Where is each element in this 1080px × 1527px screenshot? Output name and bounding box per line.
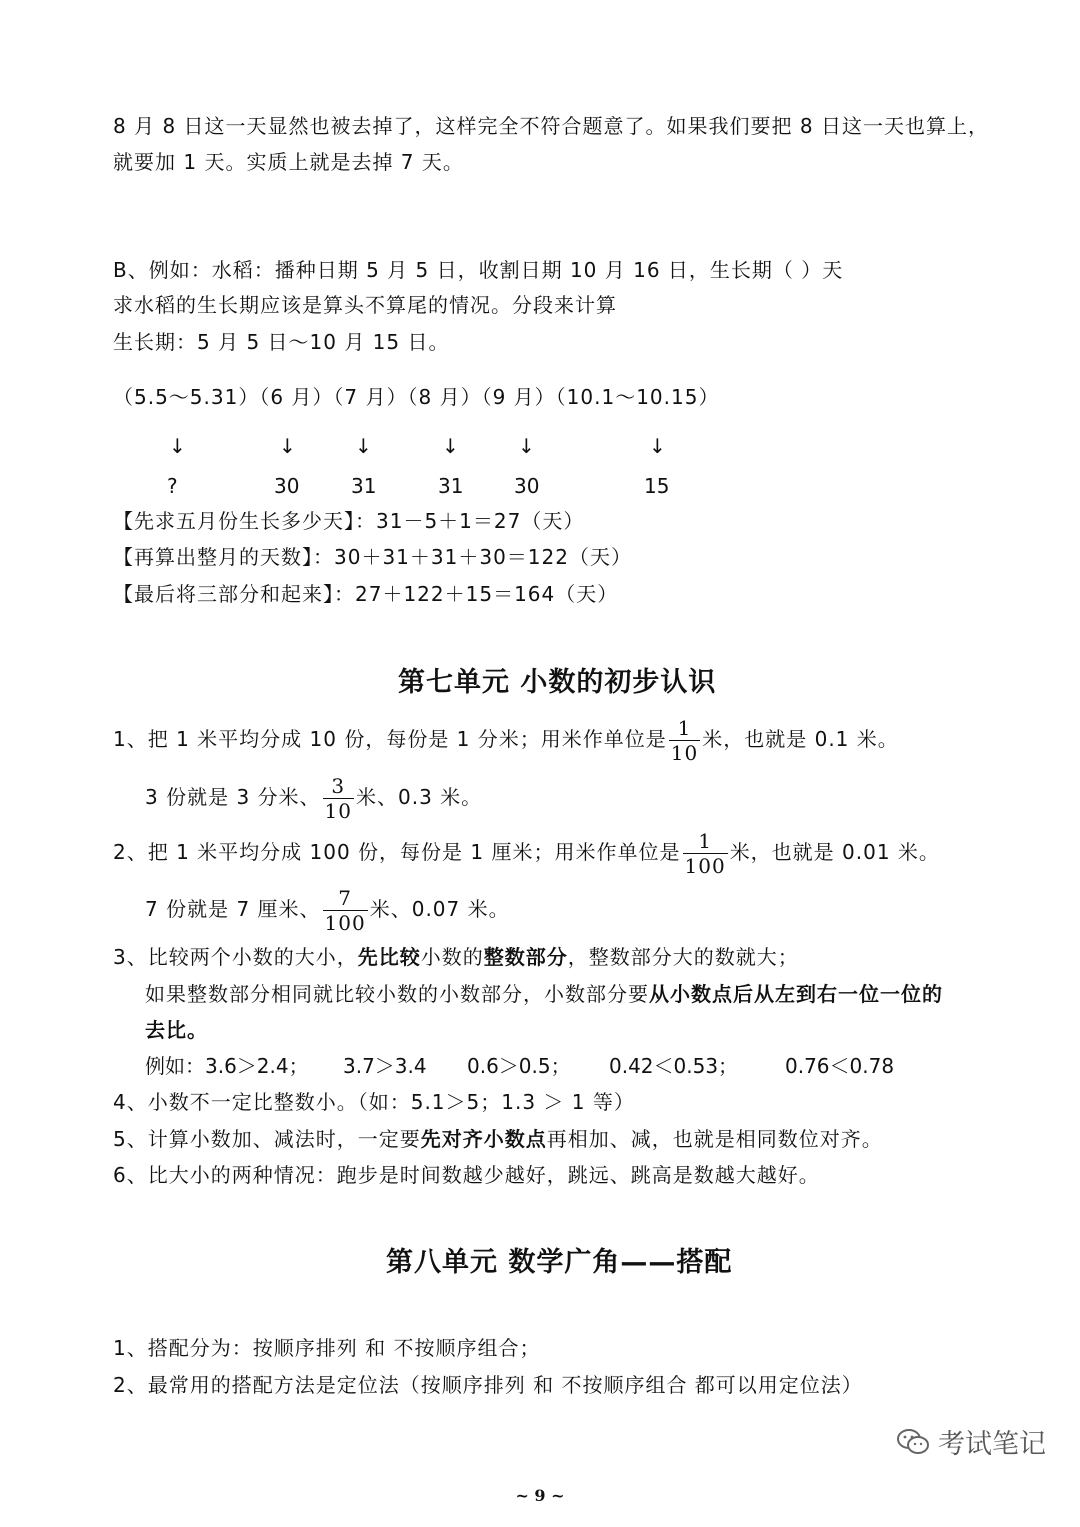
arrow-down-icon: ↓ <box>649 434 666 458</box>
fraction-3-10 <box>323 774 354 823</box>
point-3-bold: 整数部分 <box>483 945 568 969</box>
point-1-text: 1、把 1 米平均分成 10 份，每份是 1 分米；用米作单位是 <box>113 727 667 751</box>
fraction-1-10 <box>669 716 700 765</box>
count-october: 15 <box>644 474 670 498</box>
arrow-down-icon: ↓ <box>355 434 372 458</box>
unit7-point-2 <box>113 829 940 878</box>
unit7-title: 第七单元 小数的初步认识 <box>398 667 717 698</box>
example-b-line-1: B、例如：水稻：播种日期 5 月 5 日，收割日期 10 月 16 日，生长期（ ）天 <box>113 258 844 282</box>
fraction-numerator: 1 <box>683 829 728 854</box>
arrow-down-icon: ↓ <box>279 434 296 458</box>
wechat-icon <box>896 1428 930 1456</box>
example-compare-5: 0.76＜0.78 <box>785 1054 895 1078</box>
example-b-line-2: 求水稻的生长期应该是算头不算尾的情况。分段来计算 <box>113 293 617 317</box>
point-3-text: ，整数部分大的数就大； <box>567 945 799 969</box>
count-july: 31 <box>351 474 377 498</box>
unit7-point-6: 6、比大小的两种情况：跑步是时间数越少越好，跳远、跳高是数越大越好。 <box>113 1163 820 1187</box>
arrow-down-icon: ↓ <box>169 434 186 458</box>
watermark <box>896 1422 1046 1461</box>
point-3-bold: 先比较 <box>357 945 421 969</box>
watermark-text: 考试笔记 <box>938 1429 1046 1460</box>
point-2b-text: 7 份就是 7 厘米、 <box>145 897 321 921</box>
count-august: 31 <box>438 474 464 498</box>
point-3b-text: 如果整数部分相同就比较小数的小数部分，小数部分要 <box>145 982 649 1006</box>
unit7-point-5 <box>113 1125 883 1153</box>
count-june: 30 <box>274 474 300 498</box>
example-compare-3: 0.6＞0.5； <box>467 1054 571 1078</box>
intro-line-1: 8 月 8 日这一天显然也被去掉了，这样完全不符合题意了。如果我们要把 8 日这一天也算上， <box>113 114 989 138</box>
fraction-denominator: 10 <box>670 741 699 765</box>
point-5-text: 再相加、减，也就是相同数位对齐。 <box>546 1127 883 1151</box>
intro-line-2: 就要加 1 天。实质上就是去掉 7 天。 <box>113 150 464 174</box>
point-3b-bold: 从小数点后从左到右一位一位的 <box>649 982 943 1006</box>
example-compare-1: 例如：3.6＞2.4； <box>145 1054 309 1078</box>
point-5-bold: 先对齐小数点 <box>420 1127 547 1151</box>
point-1b-text-end: 米、0.3 米。 <box>355 785 483 809</box>
example-b-line-3: 生长期：5 月 5 日～10 月 15 日。 <box>113 330 450 354</box>
fraction-numerator: 1 <box>669 716 700 741</box>
unit7-point-2b <box>145 886 510 935</box>
step-1: 【先求五月份生长多少天】：31－5＋1＝27（天） <box>113 509 585 533</box>
segments-line: （5.5～5.31）（6 月）（7 月）（8 月）（9 月）（10.1～10.15） <box>113 385 720 409</box>
point-2-text: 2、把 1 米平均分成 100 份，每份是 1 厘米；用米作单位是 <box>113 840 681 864</box>
arrow-down-icon: ↓ <box>518 434 535 458</box>
unit7-point-4: 4、小数不一定比整数小。（如：5.1＞5；1.3 ＞ 1 等） <box>113 1090 635 1114</box>
unit8-point-2: 2、最常用的搭配方法是定位法（按顺序排列 和 不按顺序组合 都可以用定位法） <box>113 1373 863 1397</box>
unit7-point-1b <box>145 774 482 823</box>
step-2: 【再算出整月的天数】：30＋31＋31＋30＝122（天） <box>113 545 632 569</box>
unit7-point-1 <box>113 716 899 765</box>
fraction-numerator: 3 <box>323 774 354 799</box>
unit8-point-1: 1、搭配分为：按顺序排列 和 不按顺序组合； <box>113 1336 541 1360</box>
count-may: ? <box>167 474 178 498</box>
unit7-point-3 <box>113 943 799 971</box>
example-compare-2: 3.7＞3.4 <box>343 1054 427 1078</box>
example-compare-4: 0.42＜0.53； <box>609 1054 739 1078</box>
point-5-text: 5、计算小数加、减法时，一定要 <box>113 1127 421 1151</box>
fraction-numerator: 7 <box>323 886 368 911</box>
step-3: 【最后将三部分和起来】：27＋122＋15＝164（天） <box>113 582 619 606</box>
unit7-point-3b <box>145 980 943 1008</box>
point-2b-text-end: 米、0.07 米。 <box>369 897 510 921</box>
point-1-text-end: 米，也就是 0.1 米。 <box>702 727 899 751</box>
fraction-denominator: 100 <box>684 854 726 878</box>
arrow-down-icon: ↓ <box>442 434 459 458</box>
page-number: ~ 9 ~ <box>515 1486 565 1505</box>
fraction-1-100 <box>683 829 728 878</box>
point-1b-text: 3 份就是 3 分米、 <box>145 785 321 809</box>
fraction-7-100 <box>323 886 368 935</box>
point-2-text-end: 米，也就是 0.01 米。 <box>729 840 940 864</box>
point-3-text: 3、比较两个小数的大小， <box>113 945 358 969</box>
fraction-denominator: 10 <box>324 799 352 823</box>
unit8-title: 第八单元 数学广角——搭配 <box>386 1247 733 1278</box>
count-september: 30 <box>514 474 540 498</box>
unit7-point-3c: 去比。 <box>145 1018 208 1042</box>
point-3-text: 小数的 <box>420 945 484 969</box>
fraction-denominator: 100 <box>324 911 366 935</box>
